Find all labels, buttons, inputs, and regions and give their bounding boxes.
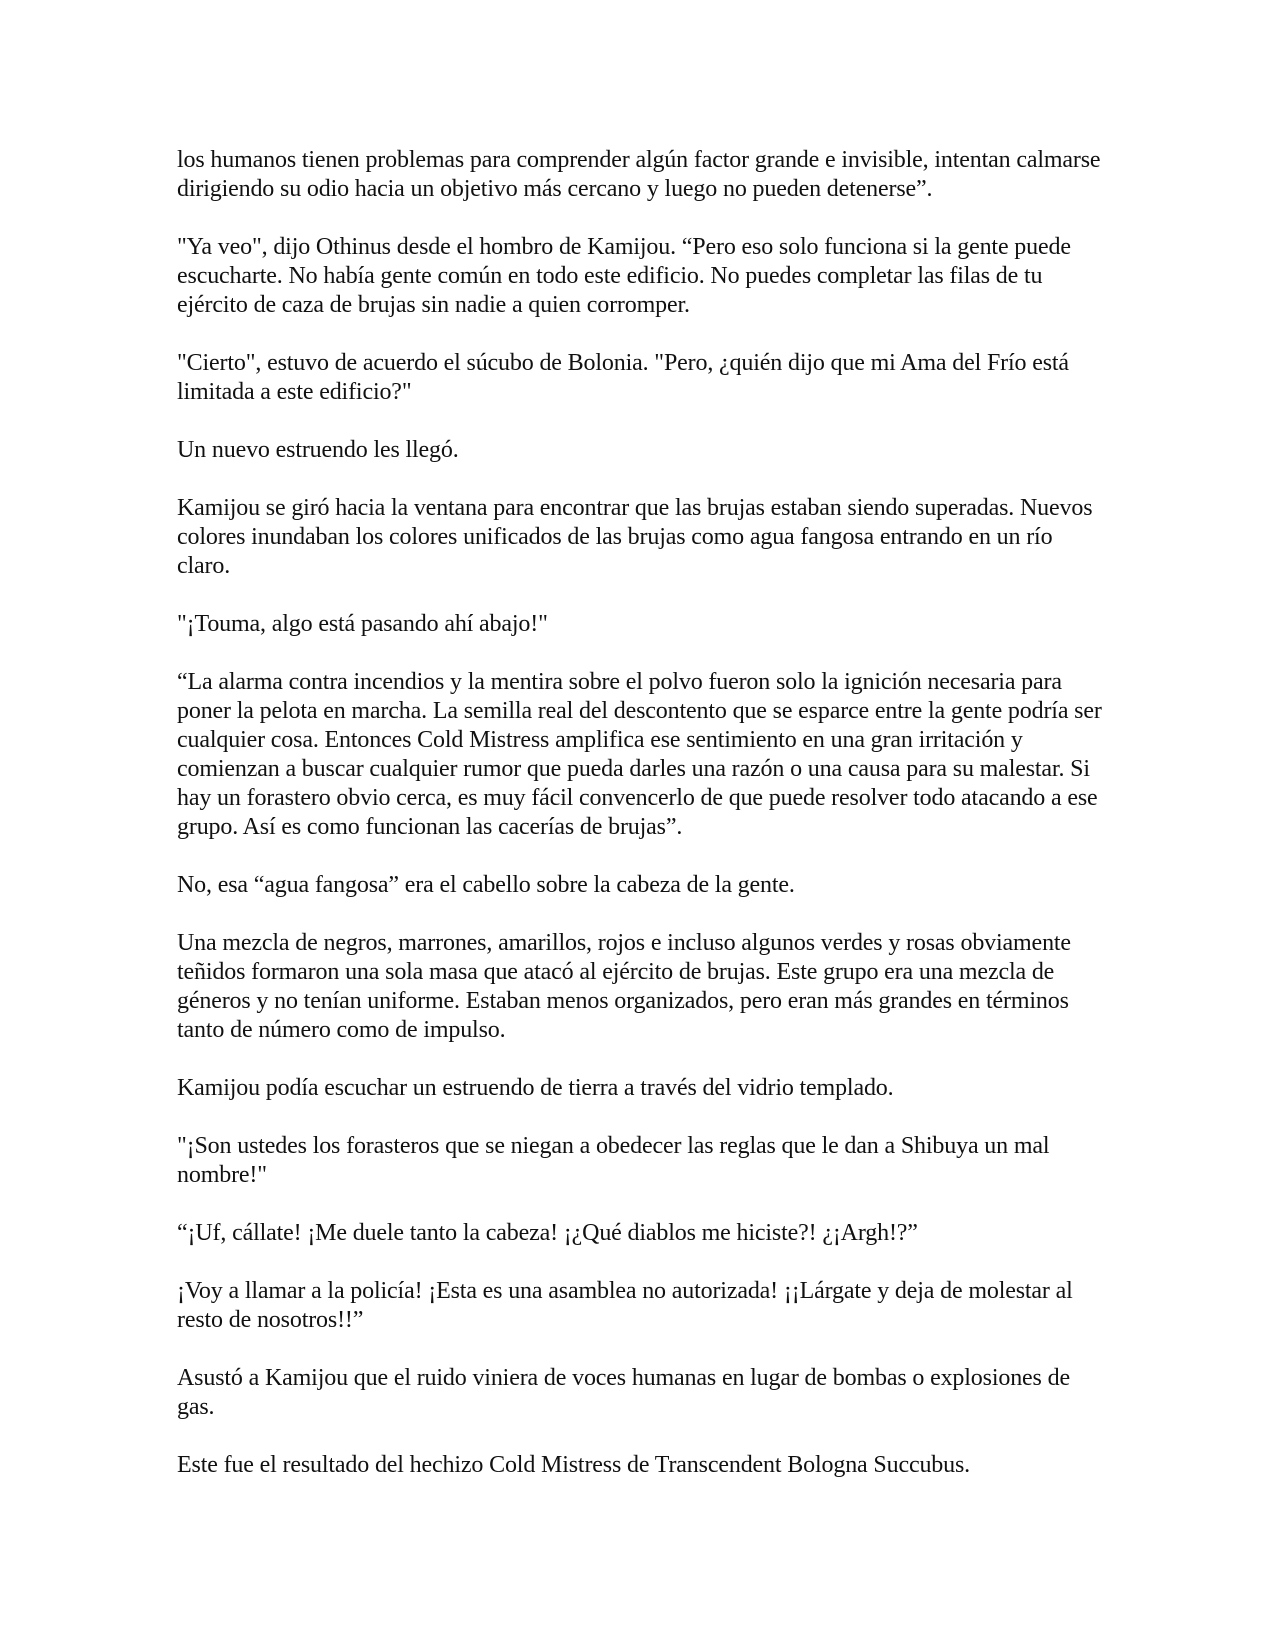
paragraph-11: "¡Son ustedes los forasteros que se niegan a obedecer las reglas que le dan a Shibuya un mal nombre!" [177,1133,1050,1188]
paragraph-14: Asustó a Kamijou que el ruido viniera de voces humanas en lugar de bombas o explosiones de gas. [177,1365,1070,1420]
paragraph-10: Kamijou podía escuchar un estruendo de tierra a través del vidrio templado. [177,1075,894,1101]
paragraph-8: No, esa “agua fangosa” era el cabello sobre la cabeza de la gente. [177,872,795,898]
paragraph-5: Kamijou se giró hacia la ventana para encontrar que las brujas estaban siendo superadas. Nuevos colores inundaban los colores unificados de las brujas como agua fangosa entrando en un río claro. [177,495,1093,579]
paragraph-6: "¡Touma, algo está pasando ahí abajo!" [177,611,548,637]
paragraph-9: Una mezcla de negros, marrones, amarillos, rojos e incluso algunos verdes y rosas obviamente teñidos formaron una sola masa que atacó al ejército de brujas. Este grupo era una mezcla de géneros y no tenían uniforme. Estaban menos organizados, pero eran más grandes en términos tanto de número como de impulso. [177,930,1071,1043]
paragraph-12: “¡Uf, cállate! ¡Me duele tanto la cabeza! ¡¿Qué diablos me hiciste?! ¿¡Argh!?” [177,1220,918,1246]
paragraph-2: "Ya veo", dijo Othinus desde el hombro de Kamijou. “Pero eso solo funciona si la gente puede escucharte. No había gente común en todo este edificio. No puedes completar las filas de tu ejército de caza de brujas sin nadie a quien corromper. [177,234,1071,318]
paragraph-3: "Cierto", estuvo de acuerdo el súcubo de Bolonia. "Pero, ¿quién dijo que mi Ama del Frío está limitada a este edificio?" [177,350,1069,405]
document-page [177,146,1102,1509]
paragraph-13: ¡Voy a llamar a la policía! ¡Esta es una asamblea no autorizada! ¡¡Lárgate y deja de molestar al resto de nosotros!!” [177,1278,1073,1333]
paragraph-15: Este fue el resultado del hechizo Cold Mistress de Transcendent Bologna Succubus. [177,1452,971,1478]
paragraph-1: los humanos tienen problemas para comprender algún factor grande e invisible, intentan calmarse dirigiendo su odio hacia un objetivo más cercano y luego no pueden detenerse”. [177,147,1101,202]
paragraph-4: Un nuevo estruendo les llegó. [177,437,459,463]
paragraph-7: “La alarma contra incendios y la mentira sobre el polvo fueron solo la ignición necesaria para poner la pelota en marcha. La semilla real del descontento que se esparce entre la gente podría ser cualquier cosa. Entonces Cold Mistress amplifica ese sentimiento en una gran irritación y comienzan a buscar cualquier rumor que pueda darles una razón o una causa para su malestar. Si hay un forastero obvio cerca, es muy fácil convencerlo de que puede resolver todo atacando a ese grupo. Así es como funcionan las cacerías de brujas”. [177,669,1102,840]
